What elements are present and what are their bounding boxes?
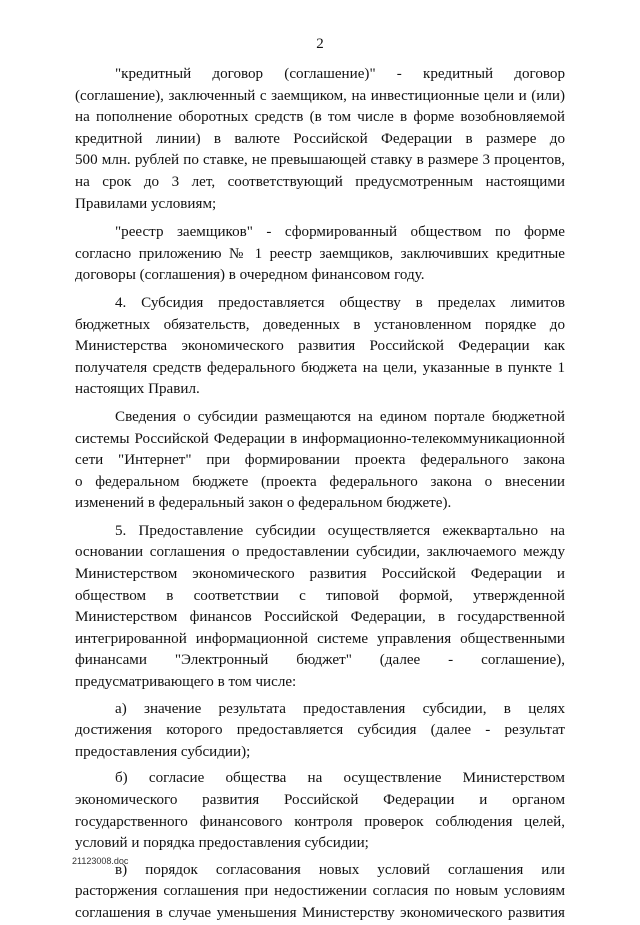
text-line: сети "Интернет" при формировании проекта федерального закона — [75, 452, 565, 469]
text-line: договоры (соглашения) в очередном финансовом году. — [75, 267, 425, 284]
text-line: (соглашение), заключенный с заемщиком, на инвестиционные цели и (или) — [75, 87, 565, 104]
text-line: получателя средств федерального бюджета на цели, указанные в пункте 1 — [75, 359, 565, 376]
text-line: "реестр заемщиков" - сформированный обществом по форме — [115, 224, 565, 241]
text-line: на пополнение оборотных средств (в том числе в форме возобновляемой — [75, 109, 565, 126]
text-line: а) значение результата предоставления субсидии, в целях — [115, 700, 565, 717]
text-line: настоящих Правил. — [75, 381, 200, 398]
document-footer-filename: 21123008.doc — [72, 856, 129, 866]
page-number: 2 — [316, 36, 324, 52]
text-line: согласно приложению № 1 реестр заемщиков, заключивших кредитные — [75, 245, 565, 262]
text-line: 500 млн. рублей по ставке, не превышающей ставку в размере 3 процентов, — [75, 152, 565, 169]
text-line: системы Российской Федерации в информационно-телекоммуникационной — [75, 430, 565, 447]
text-line: условий и порядка предоставления субсидии; — [75, 835, 369, 852]
text-line: соглашения в случае уменьшения Министерству экономического развития — [75, 904, 565, 921]
text-line: изменений в федеральный закон о федеральном бюджете). — [75, 495, 452, 512]
paragraph-p7 — [75, 768, 565, 854]
text-line: 5. Предоставление субсидии осуществляется ежеквартально на — [115, 522, 565, 539]
text-line: на срок до 3 лет, соответствующий предусмотренным настоящими — [75, 173, 565, 190]
paragraph-p5 — [75, 521, 565, 694]
text-line: в) порядок согласования новых условий соглашения или — [115, 861, 565, 878]
paragraph-p3 — [75, 293, 565, 401]
text-line: интегрированной информационной системе управления общественными — [75, 630, 565, 647]
text-line: б) согласие общества на осуществление Министерством — [115, 770, 565, 787]
text-line: государственного финансового контроля проверок соблюдения целей, — [75, 813, 565, 830]
text-line: Министерства экономического развития Российской Федерации как — [75, 338, 565, 355]
paragraph-p6 — [75, 699, 565, 764]
text-line: 4. Субсидия предоставляется обществу в пределах лимитов — [115, 294, 565, 311]
paragraph-p2 — [75, 222, 565, 287]
text-line: основании соглашения о предоставлении субсидии, заключаемого между — [75, 544, 565, 561]
text-line: "кредитный договор (соглашение)" - кредитный договор — [115, 66, 565, 82]
paragraph-p4 — [75, 407, 565, 515]
text-line: о федеральном бюджете (проекта федерального закона о внесении — [75, 473, 565, 490]
document-body — [75, 64, 565, 925]
text-line: Сведения о субсидии размещаются на едином портале бюджетной — [115, 408, 565, 425]
text-line: кредитной линии) в валюте Российской Федерации в размере до — [75, 130, 565, 147]
text-line: обществом в соответствии с типовой формой, утвержденной — [75, 587, 565, 604]
paragraph-p1 — [75, 64, 565, 215]
text-line: бюджетных обязательств, доведенных в установленном порядке до — [75, 316, 565, 333]
text-line: предусматривающего в том числе: — [75, 674, 297, 691]
text-line: расторжения соглашения при недостижении согласия по новым условиям — [75, 883, 565, 900]
text-line: экономического развития Российской Федерации и органом — [75, 792, 565, 808]
text-line: предоставления субсидии); — [75, 743, 251, 760]
text-line: Министерством финансов Российской Федерации, в государственной — [75, 609, 565, 626]
paragraph-p8 — [75, 860, 565, 925]
text-line: Министерством экономического развития Российской Федерации и — [75, 566, 565, 583]
text-line: финансами "Электронный бюджет" (далее - соглашение), — [75, 652, 565, 669]
text-line: достижения которого предоставляется субсидия (далее - результат — [75, 722, 565, 739]
text-line: Правилами условиям; — [75, 195, 217, 212]
